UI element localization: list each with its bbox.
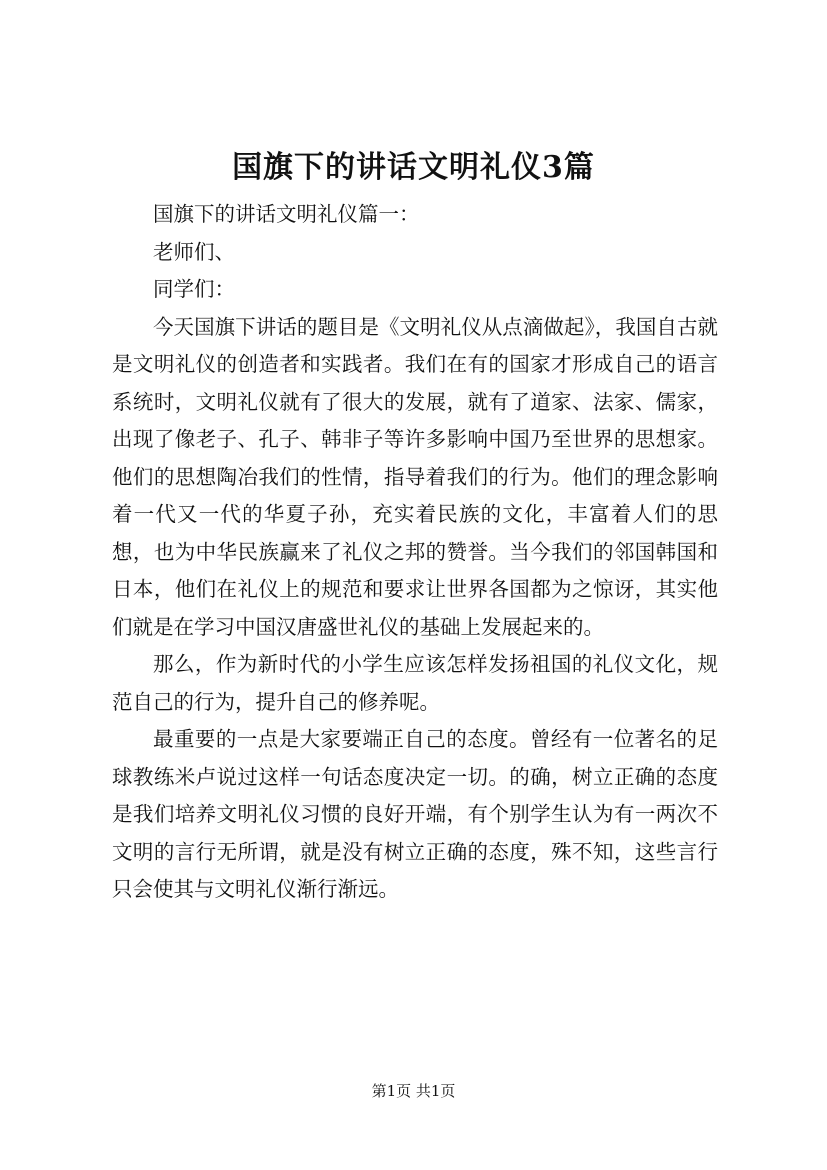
paragraph-subtitle: 国旗下的讲话文明礼仪篇一： (153, 202, 420, 226)
document-body (112, 196, 718, 909)
paragraph-body: 今天国旗下讲话的题目是《文明礼仪从点滴做起》，我国自古就是文明礼仪的创造者和实践者。我们在有的国家才形成自己的语言系统时，文明礼仪就有了很大的发展，就有了道家、法家、儒家，出现了像老子、孔子、韩非子等许多影响中国乃至世界的思想家。他们的思想陶冶我们的性情，指导着我们的行为。他们的理念影响着一代又一代的华夏子孙，充实着民族的文化，丰富着人们的思想，也为中华民族赢来了礼仪之邦的赞誉。当今我们的邻国韩国和日本，他们在礼仪上的规范和要求让世界各国都为之惊讶，其实他们就是在学习中国汉唐盛世礼仪的基础上发展起来的。 (112, 314, 718, 639)
page-footer: 第1页 共1页 (371, 1082, 456, 1100)
paragraph-body: 那么，作为新时代的小学生应该怎样发扬祖国的礼仪文化，规范自己的行为，提升自己的修养呢。 (112, 652, 718, 714)
paragraph-greeting-teachers: 老师们、 (153, 239, 235, 264)
paragraph-body: 最重要的一点是大家要端正自己的态度。曾经有一位著名的足球教练米卢说过这样一句话态度决定一切。的确，树立正确的态度是我们培养文明礼仪习惯的良好开端，有个别学生认为有一两次不文明的言行无所谓，就是没有树立正确的态度，殊不知，这些言行只会使其与文明礼仪渐行渐远。 (112, 727, 718, 901)
paragraph-greeting-students: 同学们： (153, 277, 235, 301)
page-title: 国旗下的讲话文明礼仪3篇 (232, 150, 595, 185)
